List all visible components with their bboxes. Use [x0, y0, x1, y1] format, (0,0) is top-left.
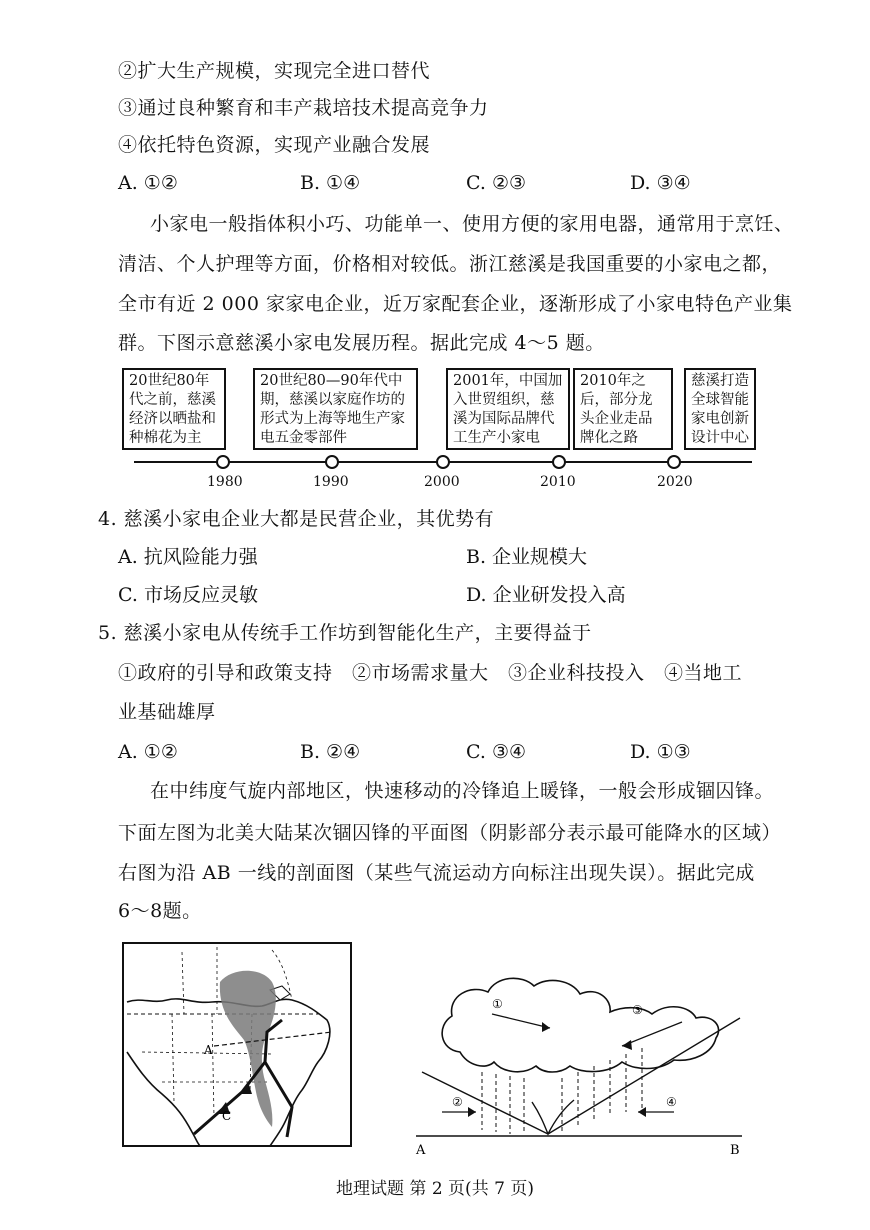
- passage2-line-1: 在中纬度气旋内部地区，快速移动的冷锋追上暖锋，一般会形成锢囚锋。: [150, 780, 775, 802]
- profile-label-2: ②: [452, 1095, 463, 1109]
- timeline-node-2020: [668, 456, 680, 468]
- q5-option-a: A. ①②: [118, 741, 178, 763]
- q5-items-line-2: 业基础雄厚: [118, 701, 216, 723]
- timeline-box-5: 慈溪打造全球智能家电创新设计中心: [684, 368, 756, 450]
- q3-option-c: C. ②③: [466, 172, 527, 194]
- timeline-year-2010: 2010: [540, 474, 576, 490]
- timeline-node-2000: [437, 456, 449, 468]
- timeline-box-4: 2010年之后，部分龙头企业走品牌化之路: [573, 368, 673, 450]
- map-label-c: C: [222, 1109, 232, 1123]
- timeline-node-2010: [553, 456, 565, 468]
- q5-option-c: C. ③④: [466, 741, 527, 763]
- q3-option-d: D. ③④: [630, 172, 691, 194]
- q5-items-line-1: ①政府的引导和政策支持 ②市场需求量大 ③企业科技投入 ④当地工: [118, 662, 743, 684]
- timeline-year-2020: 2020: [657, 474, 693, 490]
- passage2-line-4: 6～8题。: [118, 900, 202, 922]
- q4-option-b: B. 企业规模大: [466, 546, 588, 568]
- q3-option-b: B. ①④: [300, 172, 361, 194]
- north-america-map: [122, 942, 352, 1147]
- passage2-line-3: 右图为沿 AB 一线的剖面图（某些气流运动方向标注出现失误）。据此完成: [118, 862, 755, 884]
- timeline-year-1980: 1980: [207, 474, 243, 490]
- q3-item-2: ②扩大生产规模，实现完全进口替代: [118, 60, 431, 82]
- timeline-box-3: 2001年，中国加入世贸组织，慈溪为国际品牌代工生产小家电: [446, 368, 570, 450]
- profile-label-4: ④: [666, 1095, 677, 1109]
- q3-item-3: ③通过良种繁育和丰产栽培技术提高竞争力: [118, 97, 489, 119]
- q4-option-a: A. 抗风险能力强: [118, 546, 258, 568]
- q4-option-c: C. 市场反应灵敏: [118, 584, 258, 606]
- profile-label-b: B: [730, 1143, 740, 1158]
- q4-option-d: D. 企业研发投入高: [466, 584, 626, 606]
- profile-label-a: A: [416, 1143, 426, 1158]
- page-footer: 地理试题 第 2 页(共 7 页): [336, 1179, 534, 1199]
- q3-item-4: ④依托特色资源，实现产业融合发展: [118, 134, 431, 156]
- passage2-line-2: 下面左图为北美大陆某次锢囚锋的平面图（阴影部分表示最可能降水的区域）: [118, 822, 782, 844]
- profile-label-1: ①: [492, 997, 503, 1011]
- q5-option-b: B. ②④: [300, 741, 361, 763]
- q5-stem: 5. 慈溪小家电从传统手工作坊到智能化生产，主要得益于: [98, 622, 592, 644]
- q4-stem: 4. 慈溪小家电企业大都是民营企业，其优势有: [98, 508, 495, 530]
- map-label-a: A: [204, 1043, 213, 1057]
- timeline-year-2000: 2000: [424, 474, 460, 490]
- timeline-box-2: 20世纪80—90年代中期，慈溪以家庭作坊的形式为上海等地生产家电五金零部件: [253, 368, 418, 450]
- q5-option-d: D. ①③: [630, 741, 691, 763]
- passage1-line-4: 群。下图示意慈溪小家电发展历程。据此完成 4～5 题。: [118, 332, 605, 354]
- timeline-node-1990: [326, 456, 338, 468]
- q3-option-a: A. ①②: [118, 172, 178, 194]
- passage1-line-3: 全市有近 2 000 家家电企业，近万家配套企业，逐渐形成了小家电特色产业集: [118, 293, 793, 315]
- passage1-line-1: 小家电一般指体积小巧、功能单一、使用方便的家用电器，通常用于烹饪、: [150, 213, 794, 235]
- occluded-front-profile: [412, 962, 752, 1158]
- profile-label-3: ③: [632, 1003, 643, 1017]
- timeline-node-1980: [217, 456, 229, 468]
- timeline-year-1990: 1990: [313, 474, 349, 490]
- passage1-line-2: 清洁、个人护理等方面，价格相对较低。浙江慈溪是我国重要的小家电之都，: [118, 253, 782, 275]
- timeline-box-1: 20世纪80年代之前，慈溪经济以晒盐和种棉花为主: [122, 368, 226, 450]
